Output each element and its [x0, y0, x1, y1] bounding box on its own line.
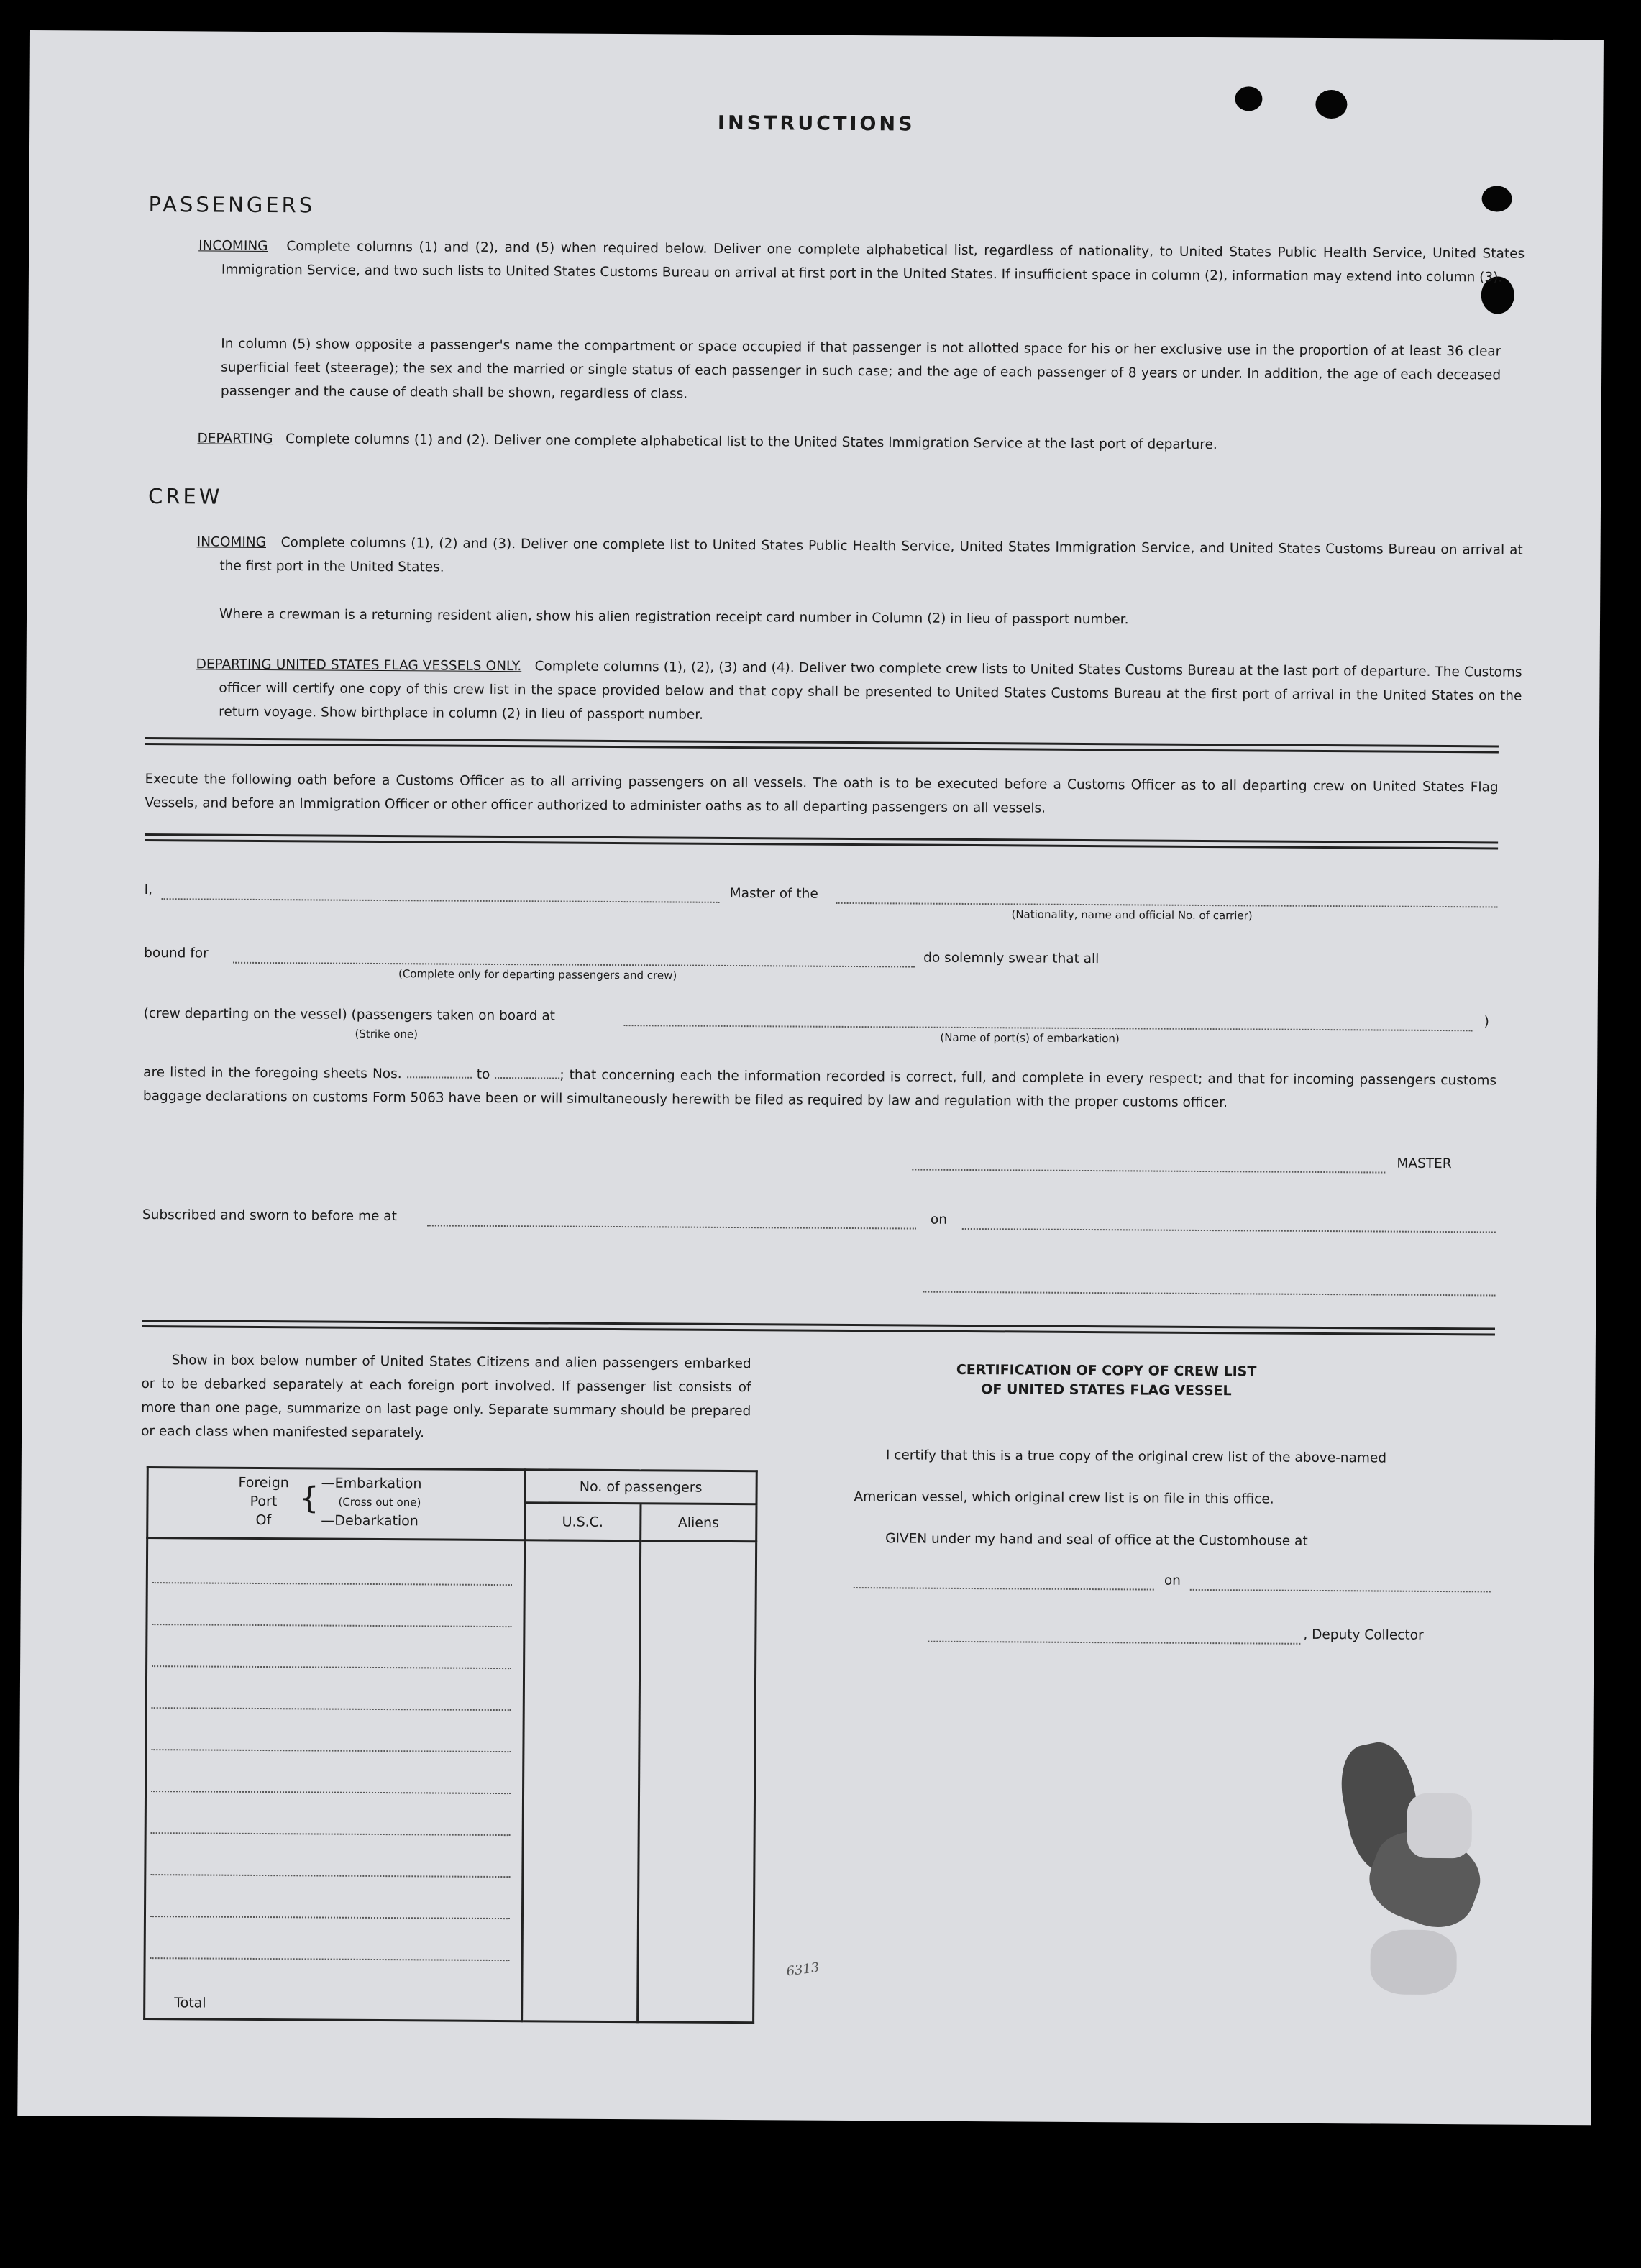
debarkation-label: —Debarkation: [321, 1512, 419, 1529]
carrier-caption: (Nationality, name and official No. of carrier): [1011, 907, 1253, 923]
passengers-incoming: [198, 234, 1525, 289]
summary-instructions: Show in box below number of United States Citizens and alien passengers embarked or to be debarked separately at each foreign port involved. If passenger list consists of more than one page, summarize on last page only. Separate summary should be prepared or each class when manifested separately.: [141, 1353, 751, 1441]
usc-column-body[interactable]: [522, 1540, 641, 2022]
deputy-signature-line[interactable]: [928, 1641, 1300, 1645]
divider: [145, 737, 1499, 753]
master-signature-line[interactable]: [912, 1169, 1385, 1174]
cross-out-label: (Cross out one): [338, 1495, 421, 1509]
master-label: MASTER: [1397, 1156, 1452, 1172]
given-text: GIVEN under my hand and seal of office at the Customhouse at: [885, 1531, 1308, 1549]
crew-incoming: [196, 530, 1522, 585]
certification-heading-line2: OF UNITED STATES FLAG VESSEL: [981, 1381, 1232, 1399]
swear-text: do solemnly swear that all: [923, 950, 1100, 967]
aliens-header: Aliens: [641, 1504, 756, 1542]
port-row-line[interactable]: [150, 1916, 510, 1919]
certification-heading: [861, 1360, 1350, 1402]
certification-heading-line1: CERTIFICATION OF COPY OF CREW LIST: [956, 1361, 1257, 1380]
certification-date-line[interactable]: [1190, 1589, 1491, 1593]
port-row-line[interactable]: [152, 1582, 512, 1586]
crew-departing: [196, 652, 1522, 731]
officer-signature-line[interactable]: [923, 1291, 1495, 1297]
sheet-from-line[interactable]: [407, 1076, 472, 1079]
customhouse-line[interactable]: [854, 1587, 1154, 1591]
port-row-line[interactable]: [152, 1707, 511, 1711]
port-column-body[interactable]: [145, 1538, 525, 2021]
crew-departing-oath: (crew departing on the vessel) (passengers taken on board at: [143, 1005, 556, 1024]
usc-header: U.S.C.: [525, 1503, 641, 1541]
subscribed-text: Subscribed and sworn to before me at: [142, 1207, 397, 1225]
passengers-incoming-label: INCOMING: [198, 238, 268, 255]
document-page: [17, 30, 1604, 2125]
on-label: on: [930, 1212, 948, 1227]
crew-incoming-label: INCOMING: [196, 534, 267, 551]
crew-departing-text: Complete columns (1), (2), (3) and (4). Deliver two complete crew lists to United States Customs Bureau at the last port of departure. The Customs officer will certify one copy of this crew list in the space provided below and that copy shall be presented to United States Customs Bureau at the first port of arrival in the United States on the return voyage. Show birthplace in column (2) in lieu of passport number.: [219, 659, 1522, 723]
crew-resident-text: Where a crewman is a returning resident alien, show his alien registration receipt card number in Column (2) in lieu of passport number.: [219, 606, 1129, 628]
handwritten-mark: 6313: [785, 1960, 820, 1980]
subscribed-place-line[interactable]: [427, 1225, 916, 1229]
subscribed-date-line[interactable]: [962, 1228, 1496, 1233]
listed-pre: are listed in the foregoing sheets Nos.: [143, 1064, 402, 1082]
port-row-line[interactable]: [151, 1749, 511, 1752]
listed-to: to: [476, 1066, 490, 1082]
oath-i: I,: [144, 882, 153, 898]
total-label: Total: [174, 1995, 206, 2011]
ports-line[interactable]: [624, 1025, 1473, 1031]
no-of-passengers-header: No. of passengers: [525, 1470, 756, 1504]
close-paren: ): [1484, 1014, 1489, 1030]
sheet-to-line[interactable]: [495, 1077, 559, 1079]
crew-heading: CREW: [147, 484, 223, 509]
port-row-line[interactable]: [152, 1665, 511, 1669]
passengers-departing-text: Complete columns (1) and (2). Deliver one complete alphabetical list to the United States Immigration Service at the last port of departure.: [285, 431, 1217, 453]
master-of-the: Master of the: [729, 885, 818, 902]
certification-on-label: on: [1164, 1573, 1181, 1588]
summary-table: [143, 1466, 758, 2024]
brace: {: [299, 1480, 319, 1516]
punch-hole: [1481, 186, 1512, 211]
seal-stain: [30, 30, 1604, 40]
bound-caption: (Complete only for departing passengers and crew): [398, 967, 677, 982]
certify-line2: American vessel, which original crew list is on file in this office.: [854, 1489, 1274, 1507]
oath-instructions: Execute the following oath before a Customs Officer as to all arriving passengers on all vessels. The oath is to be executed before a Customs Officer as to all departing crew on United States Flag Vessels, and before an Immigration Officer or other officer authorized to administer oaths as to all departing passengers on all vessels.: [145, 771, 1499, 816]
port-row-line[interactable]: [151, 1832, 511, 1836]
listed-post: ; that concerning each the information recorded is correct, full, and complete in every respect; and that for incoming passengers customs baggage declarations on customs Form 5063 have been or will simultaneously herewith be filed as required by law and regulation with the proper customs officer.: [142, 1067, 1497, 1111]
punch-hole: [1315, 90, 1347, 119]
crew-departing-label: DEPARTING UNITED STATES FLAG VESSELS ONLY.: [196, 657, 522, 675]
punch-hole: [1235, 86, 1262, 111]
port-row-line[interactable]: [151, 1791, 511, 1794]
aliens-column-body[interactable]: [638, 1541, 756, 2023]
ports-caption: (Name of port(s) of embarkation): [940, 1030, 1120, 1046]
port-header-cell: [147, 1468, 526, 1540]
strike-one-caption: (Strike one): [355, 1027, 419, 1041]
port-row-line[interactable]: [152, 1624, 511, 1627]
certify-line1: I certify that this is a true copy of the original crew list of the above-named: [885, 1448, 1387, 1466]
embarkation-label: —Embarkation: [321, 1475, 422, 1492]
foreign-label: Foreign: [238, 1474, 289, 1491]
of-label: Of: [255, 1512, 272, 1529]
bound-for-line[interactable]: [233, 962, 915, 968]
passengers-heading: PASSENGERS: [148, 192, 316, 218]
passengers-departing: [197, 426, 1500, 458]
port-row-line[interactable]: [150, 1957, 510, 1961]
crew-incoming-text: Complete columns (1), (2) and (3). Deliver one complete list to United States Public Health Service, United States Immigration Service, and United States Customs Bureau on arrival at the first port in the United States.: [219, 535, 1523, 575]
passengers-column5-text: In column (5) show opposite a passenger's name the compartment or space occupied if that passenger is not allotted space for his or her exclusive use in the proportion of at least 36 clear superficial feet (steerage); the sex and the married or single status of each passenger in such case; and the age of each passenger of 8 years or under. In addition, the age of each deceased passenger and the cause of death shall be shown, regardless of class.: [220, 336, 1501, 402]
passengers-incoming-text: Complete columns (1) and (2), and (5) when required below. Deliver one complete alphabetical list, regardless of nationality, to United States Public Health Service, United States Immigration Service, and two such lists to United States Customs Bureau on arrival at first port in the United States. If insufficient space in column (2), information may extend into column (3).: [221, 239, 1525, 285]
bound-for: bound for: [144, 945, 209, 961]
carrier-line[interactable]: [836, 902, 1498, 908]
passengers-departing-label: DEPARTING: [197, 431, 273, 447]
divider: [145, 833, 1498, 849]
port-row-line[interactable]: [150, 1874, 510, 1878]
divider: [142, 1320, 1495, 1335]
page-title: INSTRUCTIONS: [717, 111, 915, 136]
name-line[interactable]: [162, 898, 720, 903]
listed-text: [143, 1061, 1496, 1116]
port-label: Port: [250, 1493, 278, 1510]
deputy-collector-label: , Deputy Collector: [1303, 1627, 1424, 1643]
